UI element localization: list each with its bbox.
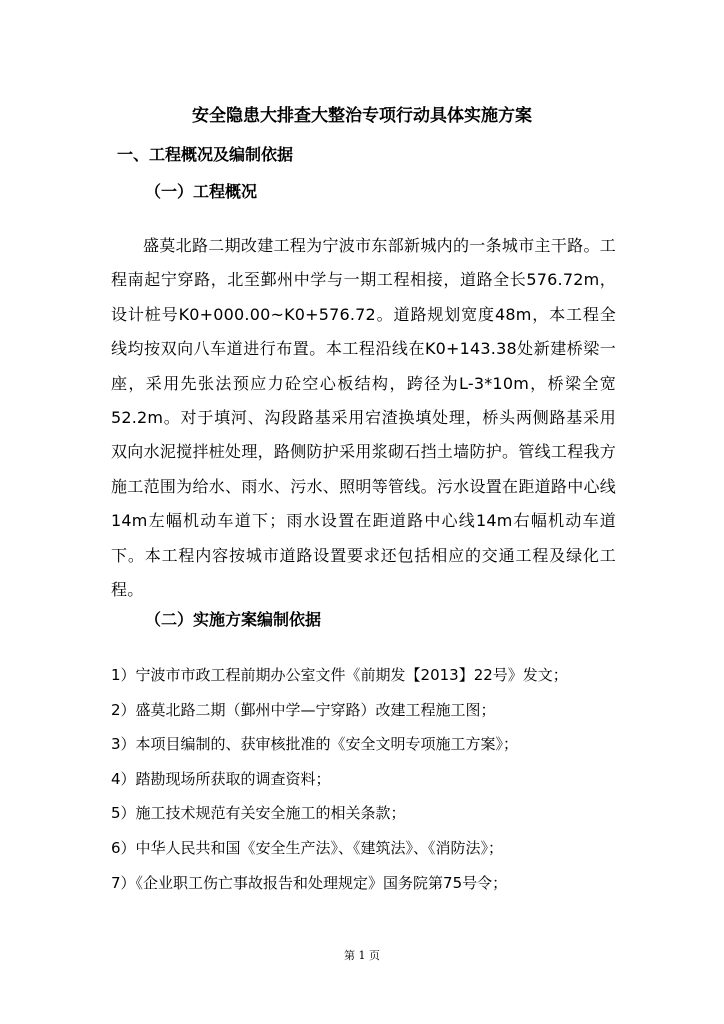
page-number: 第 1 页 <box>344 949 380 962</box>
basis-list <box>111 658 616 900</box>
list-item: 7）《企业职工伤亡事故报告和处理规定》国务院第75号令； <box>111 873 508 892</box>
subsection-heading-overview: （一）工程概况 <box>145 182 258 201</box>
list-item: 3）本项目编制的、获审核批准的《安全文明专项施工方案》； <box>111 735 519 754</box>
project-overview-paragraph: 盛莫北路二期改建工程为宁波市东部新城内的一条城市主干路。工程南起宁穿路，北至鄞州中学与一期工程相接，道路全长576.72m，设计桩号K0+000.00~K0+576.72。道路规划宽度48m，本工程全线均按双向八车道进行布置。本工程沿线在K0+143.38处新建桥梁一座，采用先张法预应力砼空心板结构，跨径为L-3*10m，桥梁全宽52.2m。对于填河、沟段路基采用宕渣换填处理，桥头两侧路基采用双向水泥搅拌桩处理，路侧防护采用浆砌石挡土墙防护。管线工程我方施工范围为给水、雨水、污水、照明等管线。污水设置在距道路中心线14m左幅机动车道下；雨水设置在距道路中心线14m右幅机动车道下。本工程内容按城市道路设置要求还包括相应的交通工程及绿化工程。 <box>111 236 616 600</box>
subsection-heading-basis: （二）实施方案编制依据 <box>145 610 322 629</box>
document-title: 安全隐患大排查大整治专项行动具体实施方案 <box>192 106 532 126</box>
list-item: 5）施工技术规范有关安全施工的相关条款； <box>111 804 406 823</box>
list-item: 2）盛莫北路二期（鄞州中学—宁穿路）改建工程施工图； <box>111 700 496 719</box>
list-item: 4）踏勘现场所获取的调查资料； <box>111 769 331 788</box>
section-heading-overview-basis: 一、工程概况及编制依据 <box>117 145 294 164</box>
list-item: 6）中华人民共和国《安全生产法》、《建筑法》、《消防法》； <box>111 838 504 857</box>
list-item: 1）宁波市市政工程前期办公室文件《前期发【2013】22号》发文； <box>111 666 568 684</box>
